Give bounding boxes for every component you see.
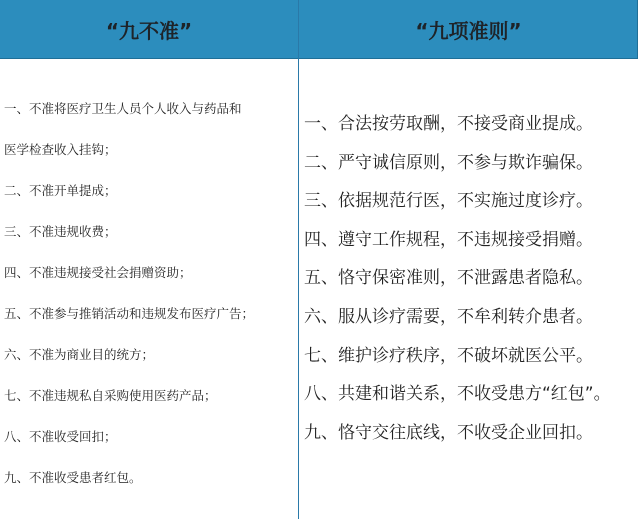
column-divider — [298, 0, 299, 519]
list-item: 三、不准违规收费； — [4, 224, 117, 239]
list-item: 四、遵守工作规程，不违规接受捐赠。 — [304, 229, 593, 250]
header-nine-prohibitions: “九不准” — [105, 18, 193, 43]
list-item: 七、不准违规私自采购使用医药产品； — [4, 388, 217, 403]
list-item: 八、不准收受回扣； — [4, 429, 117, 444]
nine-principles-list — [304, 105, 638, 452]
list-item: 四、不准违规接受社会捐赠资助； — [4, 265, 192, 280]
list-item: 六、不准为商业目的统方； — [4, 347, 155, 362]
list-item: 一、合法按劳取酬，不接受商业提成。 — [304, 114, 593, 134]
list-item: 九、恪守交往底线，不收受企业回扣。 — [304, 422, 593, 443]
list-item: 一、不准将医疗卫生人员个人收入与药品和 — [4, 101, 242, 116]
list-item: 二、不准开单提成； — [4, 183, 117, 198]
list-item: 八、共建和谐关系，不收受患方“红包”。 — [304, 384, 611, 405]
list-item: 六、服从诊疗需要，不牟利转介患者。 — [304, 306, 593, 327]
nine-prohibitions-list — [4, 88, 296, 498]
list-item: 七、维护诊疗秩序，不破坏就医公平。 — [304, 345, 593, 366]
table-header — [0, 0, 638, 59]
list-item: 医学检查收入挂钩； — [4, 142, 117, 157]
list-item: 五、不准参与推销活动和违规发布医疗广告； — [4, 306, 255, 321]
list-item: 二、严守诚信原则，不参与欺诈骗保。 — [304, 152, 593, 173]
header-nine-principles: “九项准则” — [415, 18, 522, 43]
list-item: 三、依据规范行医，不实施过度诊疗。 — [304, 191, 593, 212]
list-item: 九、不准收受患者红包。 — [4, 470, 142, 485]
list-item: 五、恪守保密准则，不泄露患者隐私。 — [304, 268, 593, 289]
